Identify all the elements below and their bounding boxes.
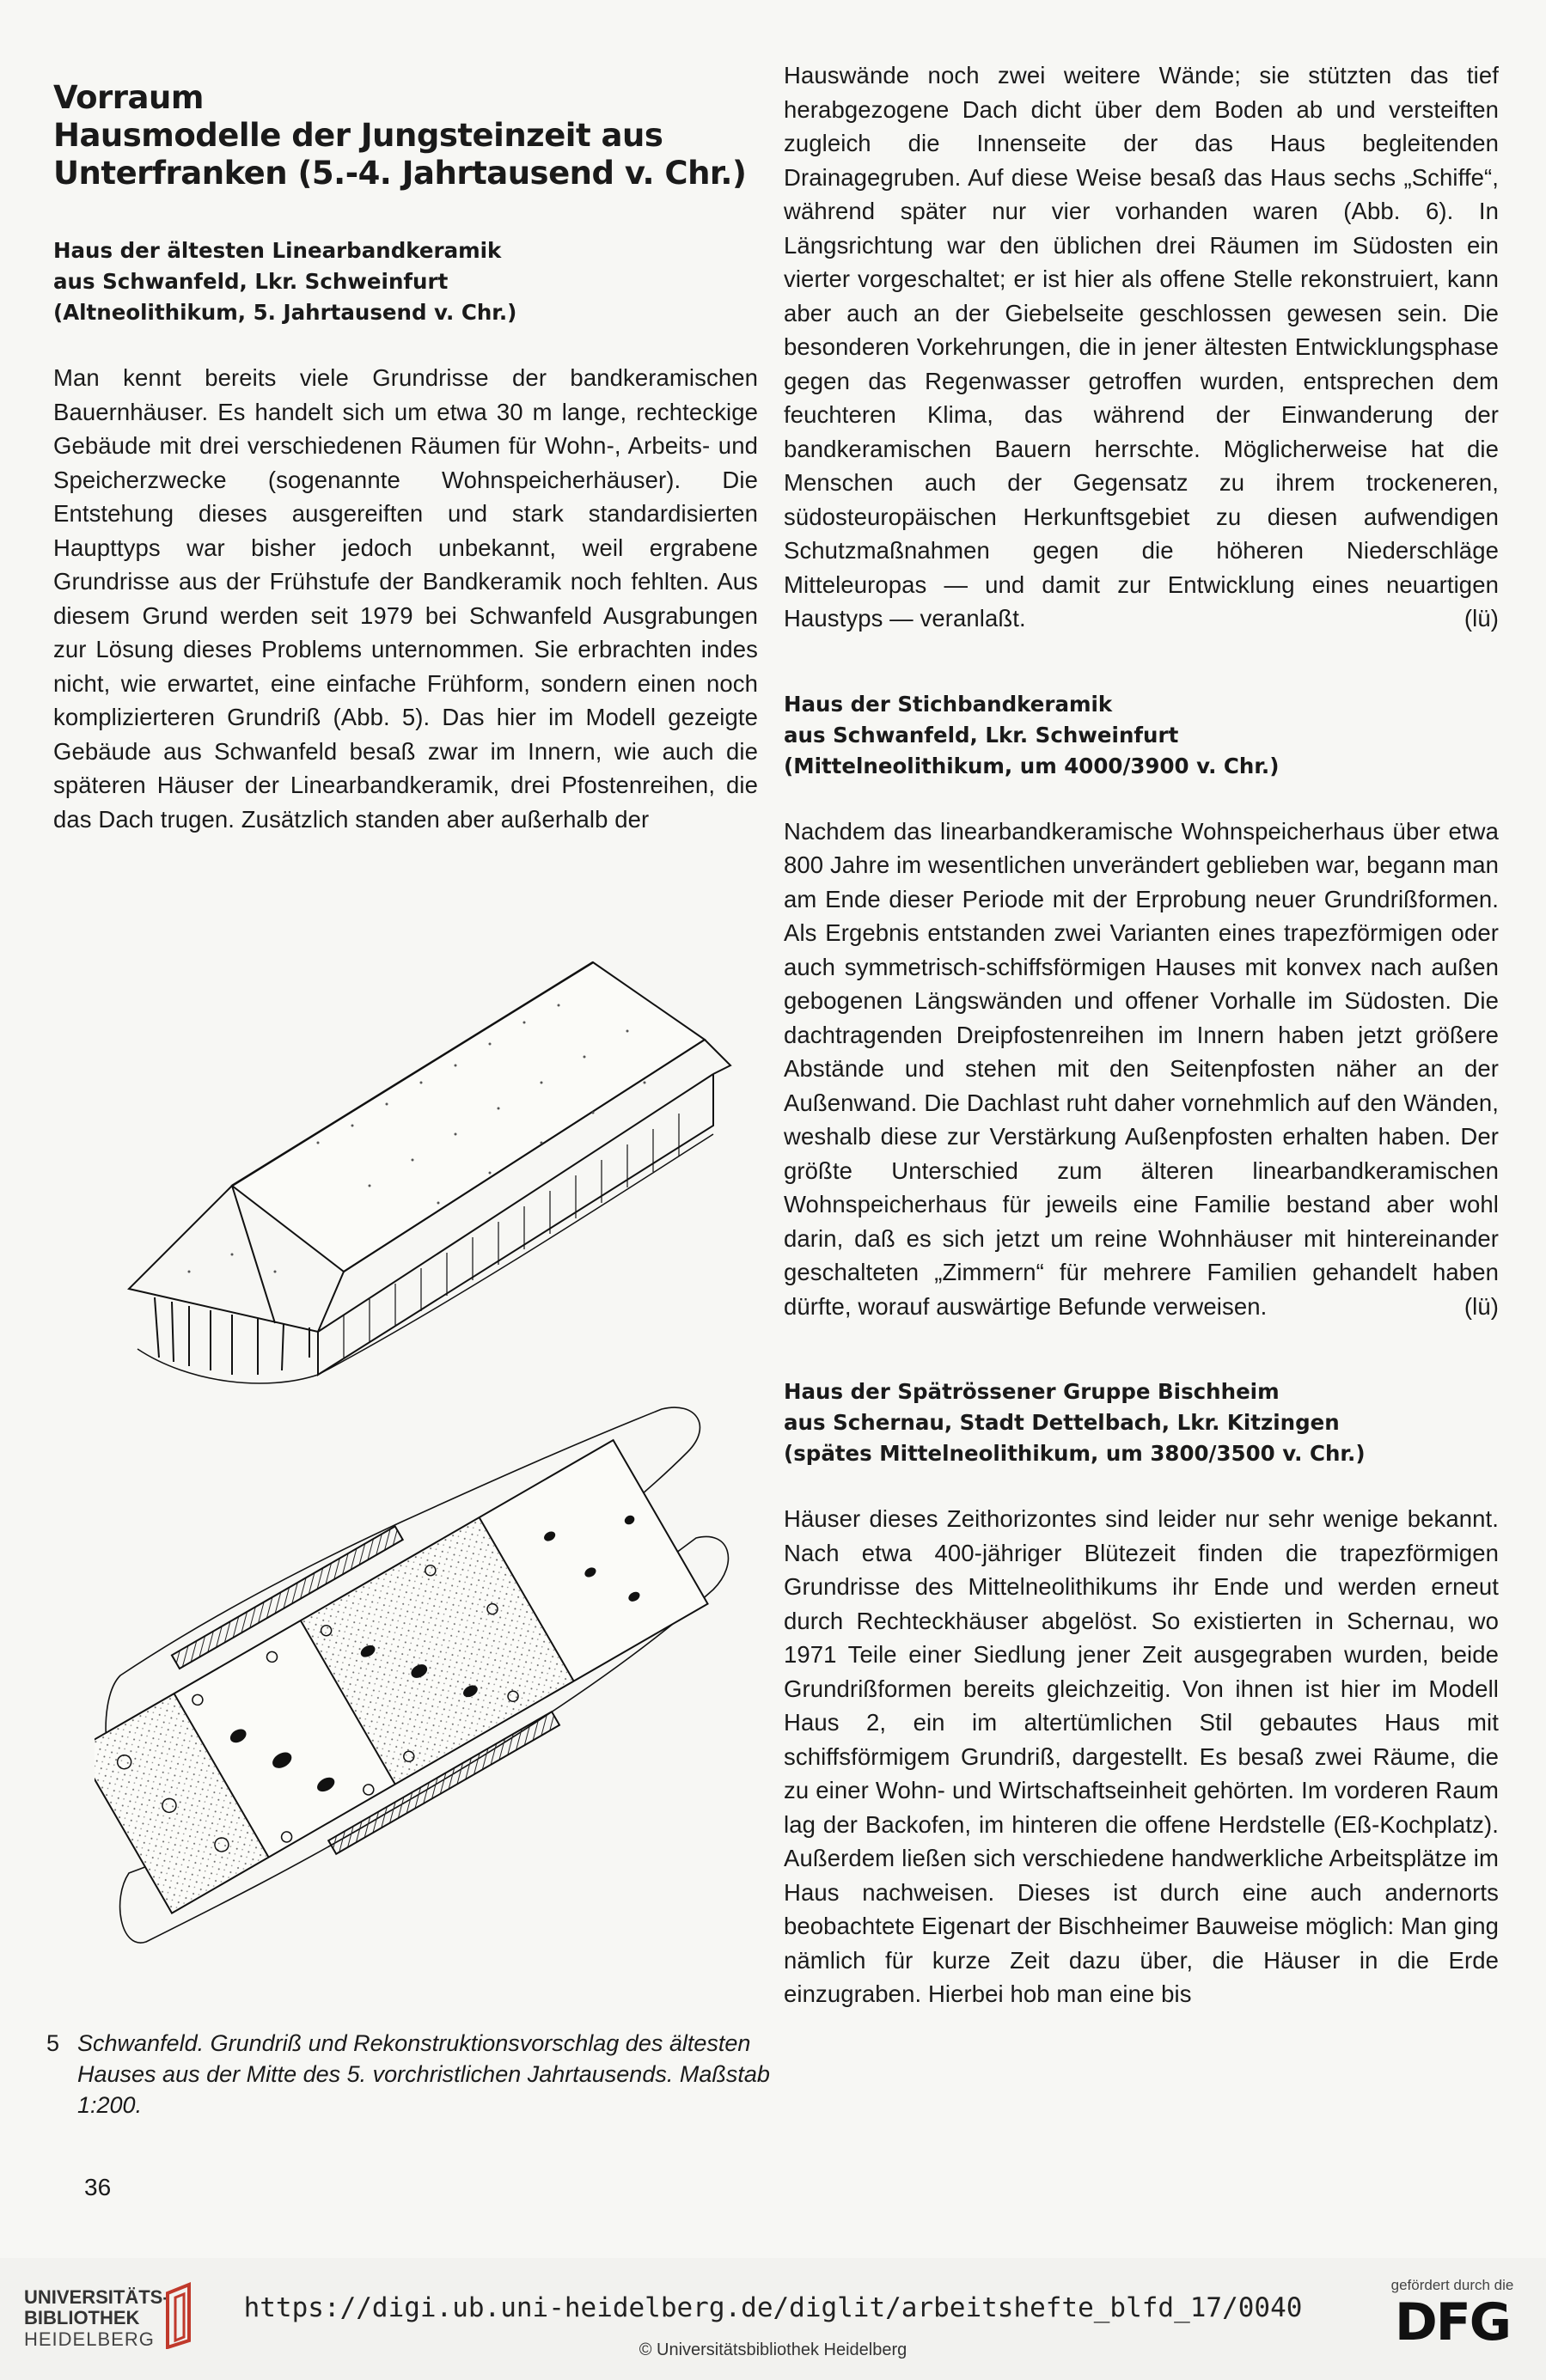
house-reconstruction-drawing (60, 928, 765, 1392)
section2 (784, 689, 1499, 1324)
dfg-sponsor (1375, 2277, 1530, 2351)
section2-heading-line-2: aus Schwanfeld, Lkr. Schweinfurt (784, 722, 1179, 748)
title-line-1: Vorraum (53, 79, 204, 116)
section1-heading-line-3: (Altneolithikum, 5. Jahrtausend v. Chr.) (53, 300, 517, 325)
library-line-1: UNIVERSITÄTS- (24, 2286, 169, 2308)
section2-body: Nachdem das linearbandkeramische Wohnspeicherhaus über etwa 800 Jahre im wesentlichen unverändert geblieben war, begann man am Ende dieser Periode mit der Erprobung neuer Grundrißformen. Als Ergebnis entstanden zwei Varianten eines trapezförmigen oder auch symmetrisch-schiffsförmigen Hauses mit konvex nach außen gebogenen Längswänden und offener Vorhalle im Südosten. Die dachtragenden Dreipfostenreihen im Innern haben jetzt größere Abstände und stehen mit den Seitenpfosten näher an der Außenwand. Die Dachlast ruht daher vornehmlich auf den Wänden, weshalb diese zur Verstärkung Außenpfosten erhalten haben. Der größte Unterschied zum älteren linearbandkeramischen Wohnspeicherhaus für jeweils eine Familie bestand aber wohl darin, daß es sich jetzt um reine Wohnhäuser mit hintereinander geschalteten „Zimmern“ für mehrere Familien gehandelt haben dürfte, worauf auswärtige Befunde verweisen. (784, 817, 1499, 1320)
page-title (53, 79, 758, 192)
left-column (53, 79, 758, 836)
section1-body-left: Man kennt bereits viele Grundrisse der bandkeramischen Bauernhäuser. Es handelt sich um etwa 30 m lange, rechteckige Gebäude mit drei verschiedenen Räumen für Wohn-, Arbeits- und Speicherzwecke (sogenannte Wohnspeicherhäuser). Die Entstehung dieses ausgereiften und stark standardisierten Haupttyps war bisher jedoch unbekannt, weil ergrabene Grundrisse aus der Frühstufe der Bandkeramik noch fehlten. Aus diesem Grund werden seit 1979 bei Schwanfeld Ausgrabungen zur Lösung dieses Problems unternommen. Sie erbrachten indes nicht, wie erwartet, eine einfache Frühform, sondern einen noch komplizierteren Grundriß (Abb. 5). Das hier im Modell gezeigte Gebäude aus Schwanfeld besaß zwar im Innern, wie auch die späteren Häuser der Linearbandkeramik, drei Pfostenreihen, die das Dach trugen. Zusätzlich standen aber außerhalb der (53, 364, 758, 833)
section1-heading (53, 235, 758, 328)
section2-body-paragraph (784, 815, 1499, 1324)
library-line-3: HEIDELBERG (24, 2328, 155, 2350)
ground-plan-drawing (95, 1392, 765, 2019)
section2-heading (784, 689, 1499, 782)
section1-body-right: Hauswände noch zwei weitere Wände; sie stützten das tief herabgezogene Dach dicht über dem Boden ab und versteiften zugleich die Innenseite der das Haus begleitenden Drainagegruben. Auf diese Weise besaß das Haus sechs „Schiffe“, während später nur vier vorhanden waren (Abb. 6). In Längsrichtung war den üblichen drei Räumen im Südosten ein vierter vorgeschaltet; er ist hier als offene Stelle rekonstruiert, kann aber auch an der Giebelseite geschlossen gewesen sein. Die besonderen Vorkehrungen, die in jener ältesten Entwicklungsphase gegen das Regenwasser getroffen wurden, entsprechen dem feuchteren Klima, das während der Einwanderung der bandkeramischen Bauern herrschte. Möglicherweise hat die Menschen auch der Gegensatz zu ihrem trockeneren, südosteuropäischen Herkunftsgebiet zu diesen aufwendigen Schutzmaßnahmen gegen die höheren Niederschläge Mitteleuropas — und damit zur Entwicklung eines neuartigen Haustyps — veranlaßt. (784, 62, 1499, 632)
section3-heading-line-2: aus Schernau, Stadt Dettelbach, Lkr. Kitzingen (784, 1410, 1340, 1435)
section1-continued (784, 58, 1499, 636)
section1-heading-line-2: aus Schwanfeld, Lkr. Schweinfurt (53, 269, 449, 294)
title-line-2: Hausmodelle der Jungsteinzeit aus (53, 117, 663, 154)
title-line-3: Unterfranken (5.-4. Jahrtausend v. Chr.) (53, 155, 747, 192)
right-column (784, 58, 1499, 2065)
figure-5 (60, 928, 773, 2045)
section1-body-right-paragraph (784, 58, 1499, 636)
footer-bar (0, 2258, 1546, 2380)
section1-author: (lü) (1464, 605, 1499, 632)
library-line-2: BIBLIOTHEK (24, 2307, 140, 2328)
figure-caption (46, 2028, 782, 2121)
section3 (784, 1376, 1499, 2011)
section3-heading (784, 1376, 1499, 1469)
section3-heading-line-3: (spätes Mittelneolithikum, um 3800/3500 v. Chr.) (784, 1441, 1366, 1466)
document-url-link[interactable]: https://digi.ub.uni-heidelberg.de/diglit/arbeitshefte_blfd_17/0040 (243, 2292, 1303, 2323)
section3-body: Häuser dieses Zeithorizontes sind leider nur sehr wenige bekannt. Nach etwa 400-jähriger Blütezeit finden die trapezförmigen Grundrisse des Mittelneolithikums ihr Ende und werden erneut durch Rechteckhäuser abgelöst. So existierten in Schernau, wo 1971 Teile einer Siedlung jener Zeit ausgegraben wurden, beide Grundrißformen bereits gleichzeitig. Von ihnen ist hier im Modell Haus 2, ein im altertümlichen Stil gebautes Haus mit schiffsförmigem Grundriß, dargestellt. Es besaß zwei Räume, die zu einer Wohn- und Wirtschaftseinheit gehörten. Im vorderen Raum lag der Backofen, im hinteren die offene Herdstelle (Eß-Kochplatz). Außerdem ließen sich verschiedene handwerkliche Arbeitsplätze im Haus nachweisen. Dieses ist durch eine auch andernorts beobachtete Eigenart der Bischheimer Bauweise möglich: Man ging nämlich für kurze Zeit dazu über, die Häuser in die Erde einzugraben. Hierbei hob man eine bis (784, 1505, 1499, 2007)
section2-heading-line-3: (Mittelneolithikum, um 4000/3900 v. Chr.) (784, 753, 1280, 778)
dfg-logo-icon: DFG (1394, 2292, 1511, 2353)
section2-author: (lü) (1464, 1292, 1499, 1320)
section2-heading-line-1: Haus der Stichbandkeramik (784, 691, 1113, 717)
figure-caption-text: Schwanfeld. Grundriß und Rekonstruktionsvorschlag des ältesten Hauses aus der Mitte des 5. vorchristlichen Jahrtausends. Maßstab 1:200. (77, 2030, 770, 2118)
section1-heading-line-1: Haus der ältesten Linearbandkeramik (53, 238, 502, 263)
dfg-small-text: gefördert durch die (1390, 2277, 1514, 2293)
figure-number: 5 (46, 2030, 60, 2056)
copyright-notice: © Universitätsbibliothek Heidelberg (639, 2340, 907, 2359)
page-number: 36 (84, 2174, 112, 2200)
section3-heading-line-1: Haus der Spätrössener Gruppe Bischheim (784, 1379, 1280, 1404)
